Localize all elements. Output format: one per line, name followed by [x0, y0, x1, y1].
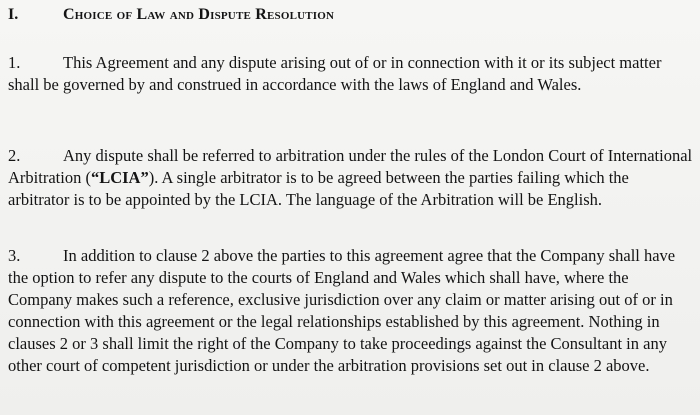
section-number: I.	[8, 6, 19, 23]
defined-term-lcia: “LCIA”	[90, 168, 149, 187]
clause-1	[8, 52, 694, 96]
clause-number: 1.	[8, 53, 21, 72]
clause-number: 2.	[8, 146, 21, 165]
clause-3	[8, 245, 694, 377]
clause-text: In addition to clause 2 above the parties to this agreement agree that the Company shall have the option to refer any dispute to the courts of England and Wales which shall have, where the Company makes such a reference, exclusive jurisdiction over any claim or matter arising out of or in connection with this agreement or the legal relationships established by this agreement. Nothing in clauses 2 or 3 shall limit the right of the Company to take proceedings against the Consultant in any other court of competent jurisdiction or under the arbitration provisions set out in clause 2 above.	[8, 246, 676, 375]
clause-text-after: ). A single arbitrator is to be agreed between the parties failing which the arbitrator is to be appointed by the LCIA. The language of the Arbitration will be English.	[8, 168, 629, 209]
clause-text-before: Any dispute shall be referred to arbitration under the rules of the London Court of International Arbitration (	[8, 146, 693, 187]
section-title: Choice of Law and Dispute Resolution	[63, 6, 335, 23]
section-heading	[8, 5, 334, 25]
clause-2	[8, 145, 694, 211]
clause-number: 3.	[8, 246, 21, 265]
clause-text: This Agreement and any dispute arising out of or in connection with it or its subject matter shall be governed by and construed in accordance with the laws of England and Wales.	[8, 53, 662, 94]
